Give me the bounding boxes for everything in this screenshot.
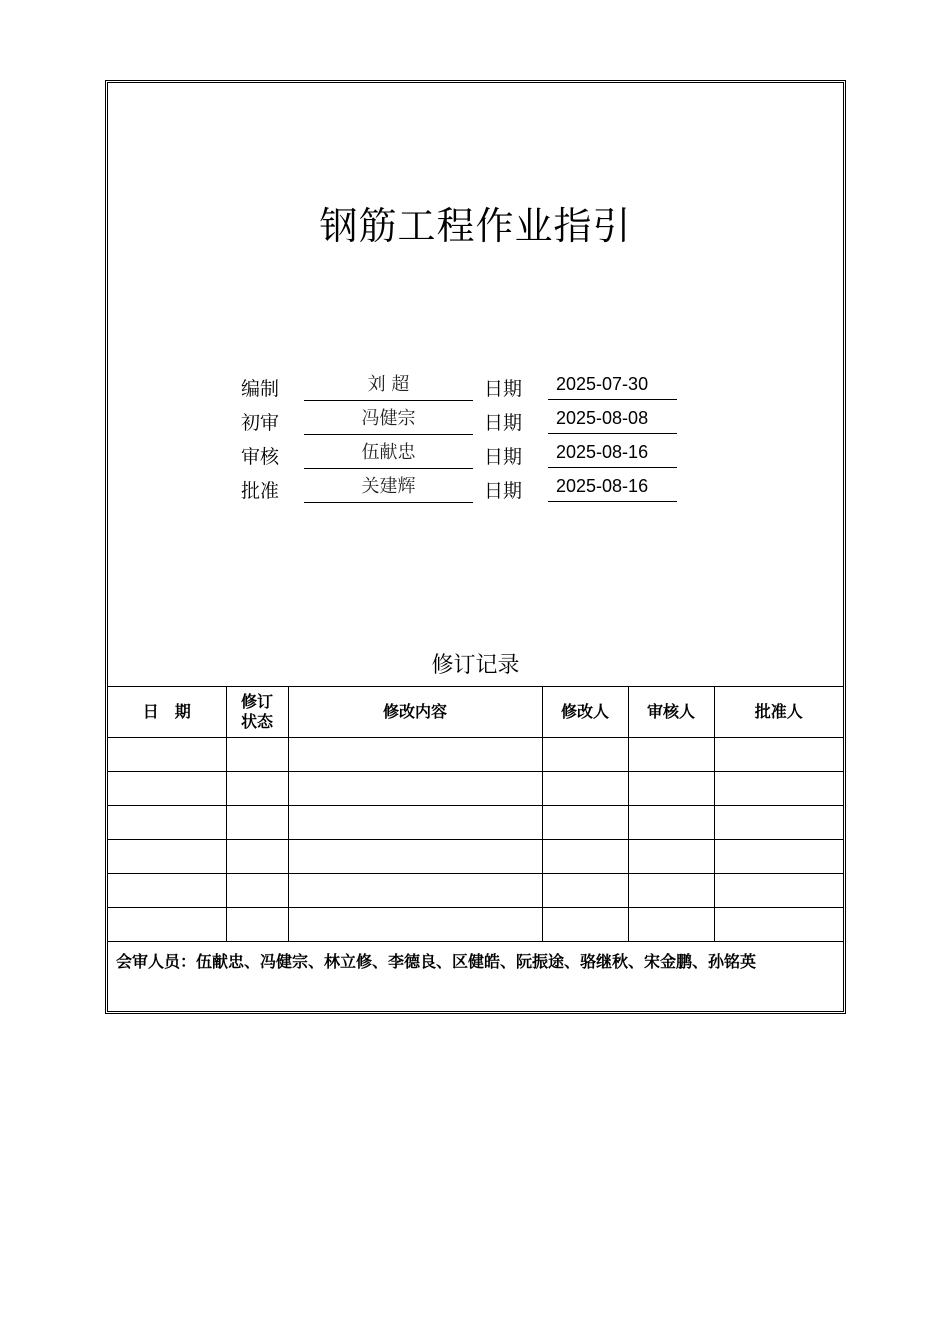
signature-name: 冯健宗: [304, 404, 473, 435]
table-row: [108, 908, 843, 942]
signature-date-label: 日期: [484, 480, 523, 502]
table-row: [108, 874, 843, 908]
revision-header-row: [108, 687, 843, 738]
signature-name: 伍献忠: [304, 438, 473, 469]
signature-role: 审核: [241, 446, 280, 468]
signature-name: 关建辉: [304, 472, 473, 503]
signature-date: 2025-08-16: [548, 438, 677, 468]
reviewers-list: 会审人员：伍献忠、冯健宗、林立修、李德良、区健皓、阮振途、骆继秋、宋金鹏、孙铭英: [108, 942, 843, 1008]
document-title: 钢筋工程作业指引: [319, 204, 632, 248]
table-row: [108, 840, 843, 874]
signature-row-initial-review: [108, 404, 843, 436]
table-row: [108, 738, 843, 772]
document-frame: [105, 80, 846, 1014]
column-header-status-line2: 状态: [240, 712, 273, 731]
revision-heading: 修订记录: [431, 653, 520, 678]
signature-row-review: [108, 438, 843, 470]
column-header-content: 修改内容: [288, 687, 542, 738]
column-header-approver: 批准人: [714, 687, 843, 738]
signature-name: 刘 超: [304, 370, 473, 401]
column-header-date: 日 期: [108, 687, 226, 738]
signature-row-compile: [108, 370, 843, 402]
table-row: [108, 806, 843, 840]
reviewers-row: [108, 942, 843, 1008]
signature-date: 2025-08-16: [548, 472, 677, 502]
column-header-modifier: 修改人: [542, 687, 628, 738]
signature-row-approve: [108, 472, 843, 504]
signature-date-label: 日期: [484, 446, 523, 468]
signature-date-label: 日期: [484, 412, 523, 434]
signature-role: 初审: [241, 412, 280, 434]
column-header-status: [226, 687, 288, 738]
column-header-status-line1: 修订: [240, 692, 273, 711]
signature-role: 编制: [241, 378, 280, 400]
column-header-reviewer: 审核人: [628, 687, 714, 738]
signature-date: 2025-07-30: [548, 370, 677, 400]
signature-date-label: 日期: [484, 378, 523, 400]
revision-table: [108, 686, 843, 1008]
signature-role: 批准: [241, 480, 280, 502]
table-row: [108, 772, 843, 806]
signature-date: 2025-08-08: [548, 404, 677, 434]
